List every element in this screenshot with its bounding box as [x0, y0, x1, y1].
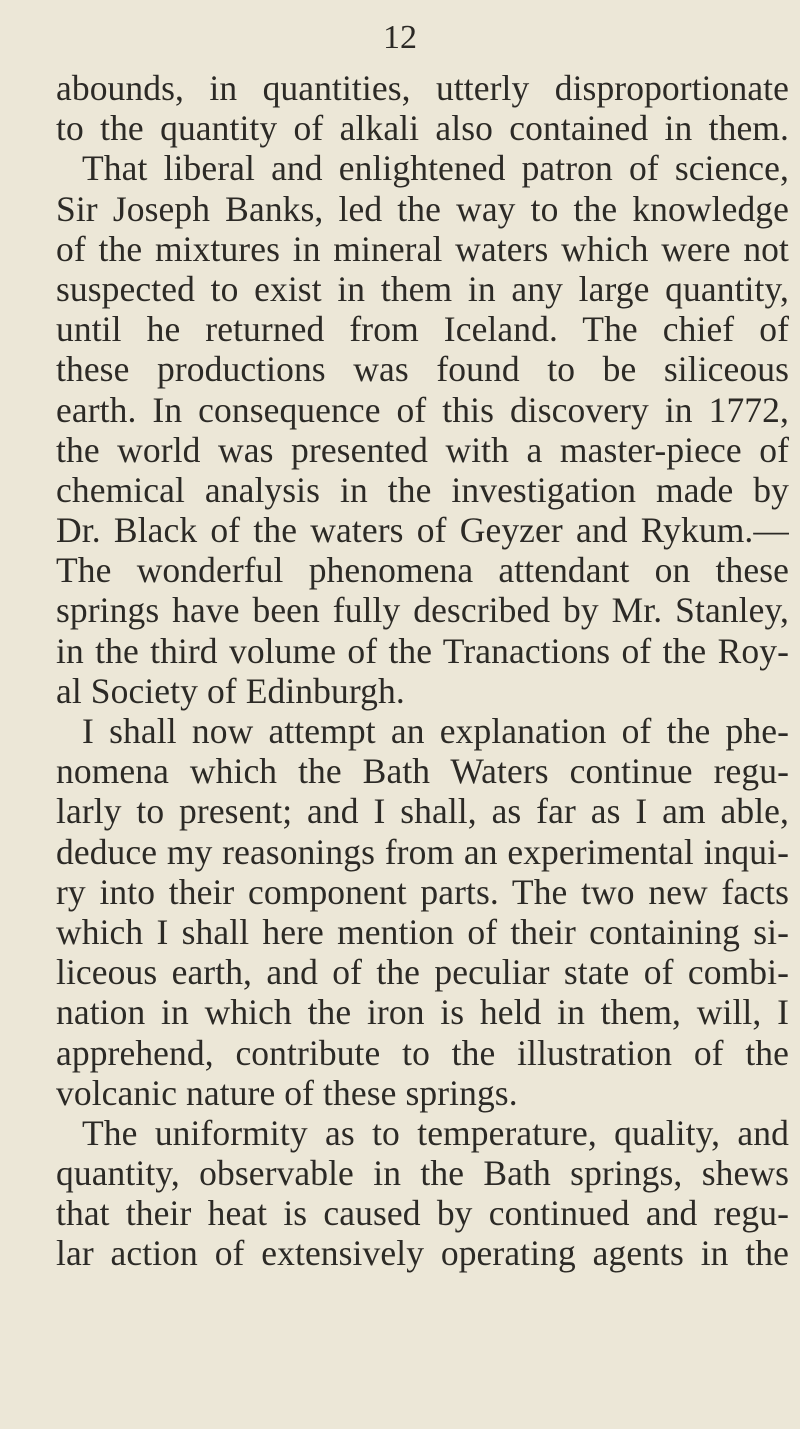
text-line: al Society of Edinburgh. [56, 670, 405, 711]
text-line: larly to present; and I shall, as far as I am able, [56, 791, 789, 832]
text-line: apprehend, contribute to the illustration of the [56, 1032, 789, 1073]
text-line: quantity, observable in the Bath springs, shews [56, 1153, 789, 1194]
text-line: volcanic nature of these springs. [56, 1072, 518, 1113]
text-line: nomena which the Bath Waters continue regu- [56, 751, 789, 792]
text-line: liceous earth, and of the peculiar state of combi- [56, 952, 789, 993]
text-line: abounds, in quantities, utterly disproportionate [56, 68, 789, 108]
text-line: in the third volume of the Tranactions of the Roy- [56, 630, 789, 671]
text-line: The uniformity as to temperature, quality, and [82, 1112, 789, 1153]
text-line: the world was presented with a master-piece of [56, 429, 789, 470]
text-line: lar action of extensively operating agents in the [56, 1233, 789, 1274]
text-line: nation in which the iron is held in them, will, I [56, 992, 789, 1033]
text-line: suspected to exist in them in any large quantity, [56, 268, 789, 309]
text-line: springs have been fully described by Mr. Stanley, [56, 590, 789, 631]
text-line: that their heat is caused by continued and regu- [56, 1193, 789, 1234]
text-line: to the quantity of alkali also contained in them. [56, 108, 789, 149]
text-line: these productions was found to be siliceous [56, 349, 789, 390]
text-line: chemical analysis in the investigation made by [56, 469, 789, 510]
text-line: of the mixtures in mineral waters which were not [56, 228, 789, 269]
text-line: That liberal and enlightened patron of science, [82, 148, 789, 189]
text-line: I shall now attempt an explanation of the phe- [82, 711, 789, 751]
body-text [56, 68, 789, 1274]
text-line: deduce my reasonings from an experimental inqui- [56, 831, 789, 872]
text-line: Dr. Black of the waters of Geyzer and Rykum.— [56, 510, 789, 551]
text-line: ry into their component parts. The two new facts [56, 871, 789, 912]
text-line: The wonderful phenomena attendant on these [56, 550, 789, 591]
text-line: earth. In consequence of this discovery in 1772, [56, 389, 789, 430]
text-line: Sir Joseph Banks, led the way to the knowledge [56, 188, 789, 229]
page-number: 12 [383, 19, 417, 56]
text-line: which I shall here mention of their containing si- [56, 911, 789, 952]
text-line: until he returned from Iceland. The chief of [56, 309, 789, 350]
